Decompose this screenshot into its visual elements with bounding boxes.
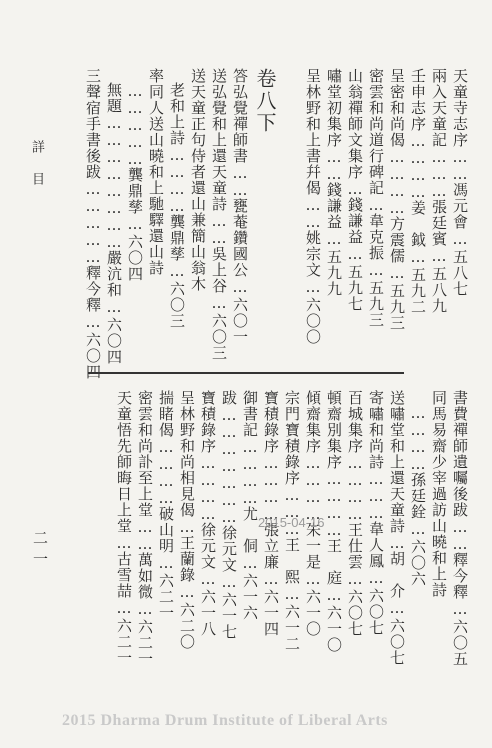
toc-entry: 揣睹偈…………破山明…六二一 (157, 390, 175, 621)
toc-entry: 百城集序…………王仕雲…六〇七 (346, 390, 364, 637)
page-number: 二一 (31, 530, 49, 572)
toc-entry: 書費禪師遺囑後跋……釋今釋…六〇五 (451, 390, 469, 667)
toc-entry: ……………龔鼎孳…六〇四 (126, 82, 144, 282)
toc-entry: 壬申志序…………姜 鉞…五九二 (409, 68, 427, 315)
toc-entry: 宗門寶積錄序………王 熙…六一二 (283, 390, 301, 652)
toc-entry: 呈林野和上書幷偈……姚宗文…六〇〇 (304, 68, 322, 345)
toc-entry: 嘯堂初集序……錢謙益…五九九 (325, 68, 343, 297)
toc-entry: 兩入天童記………張廷賓…五八九 (430, 68, 448, 314)
toc-entry: 跋…………………徐元文…六一七 (220, 390, 238, 640)
toc-entry: …………孫廷銓…六〇六 (409, 404, 427, 587)
toc-entry: 密雲和尚訃至上堂……萬如微…六二一 (136, 390, 154, 667)
toc-entry: 三聲宿手書後跋……………釋今釋…六〇四 (84, 68, 102, 380)
watermark: 2015 Dharma Drum Institute of Liberal Arts (62, 712, 388, 729)
toc-entry: 率同人送山曉和上馳驛還山詩 (147, 68, 165, 276)
toc-entry: 傾齋集序…………朱一是…六一〇 (304, 390, 322, 637)
toc-entry: 寶積錄序…………張立廉…六一四 (262, 390, 280, 637)
toc-entry: 天童悟先師晦日上堂…古雪喆…六二一 (115, 390, 133, 666)
toc-entry: 老和上詩…………龔鼎孳…六〇三 (168, 82, 186, 329)
toc-entry: 同馬易齋少宰過訪山曉和上詩 (430, 390, 448, 598)
toc-entry: 無題……………………嚴沆和…六〇四 (105, 82, 123, 365)
toc-entry: 密雲和尚道行碑記…韋克振…五九三 (367, 68, 385, 328)
toc-entry: 御書記…………尤 侗…六一六 (241, 390, 259, 621)
toc-entry: 寶積錄序…………徐元文…六一八 (199, 390, 217, 637)
toc-entry: 答弘覺禪師書……甕菴鑽國公…六〇一 (231, 68, 249, 345)
toc-entry: 送弘覺和上還天童詩……吳上谷…六〇三 (210, 68, 228, 361)
toc-entry: 寄嘯和尚詩………韋人鳳…六〇七 (367, 390, 385, 636)
page-header: 詳 目 (29, 140, 44, 188)
toc-entry: 送天童正句侍者還山兼簡山翁木 (189, 68, 207, 292)
toc-entry: 山翁禪師文集序…錢謙益…五九七 (346, 68, 364, 312)
toc-entry: 呈林野和尚相見偈…王蘭錄…六二〇 (178, 390, 196, 650)
date-stamp: 2015-04-16 (258, 515, 325, 530)
volume-label: 卷八下 (253, 68, 277, 134)
toc-entry: 呈密和尚偈…………方震儒…五九三 (388, 68, 406, 331)
toc-entry: 天童寺志序……馮元會…五八七 (451, 68, 469, 297)
toc-entry: 頓齋別集序…………王 庭…六一〇 (325, 390, 343, 653)
section-divider (88, 372, 404, 374)
toc-entry: 送嘯堂和上還天童詩…胡 介…六〇七 (388, 390, 406, 666)
